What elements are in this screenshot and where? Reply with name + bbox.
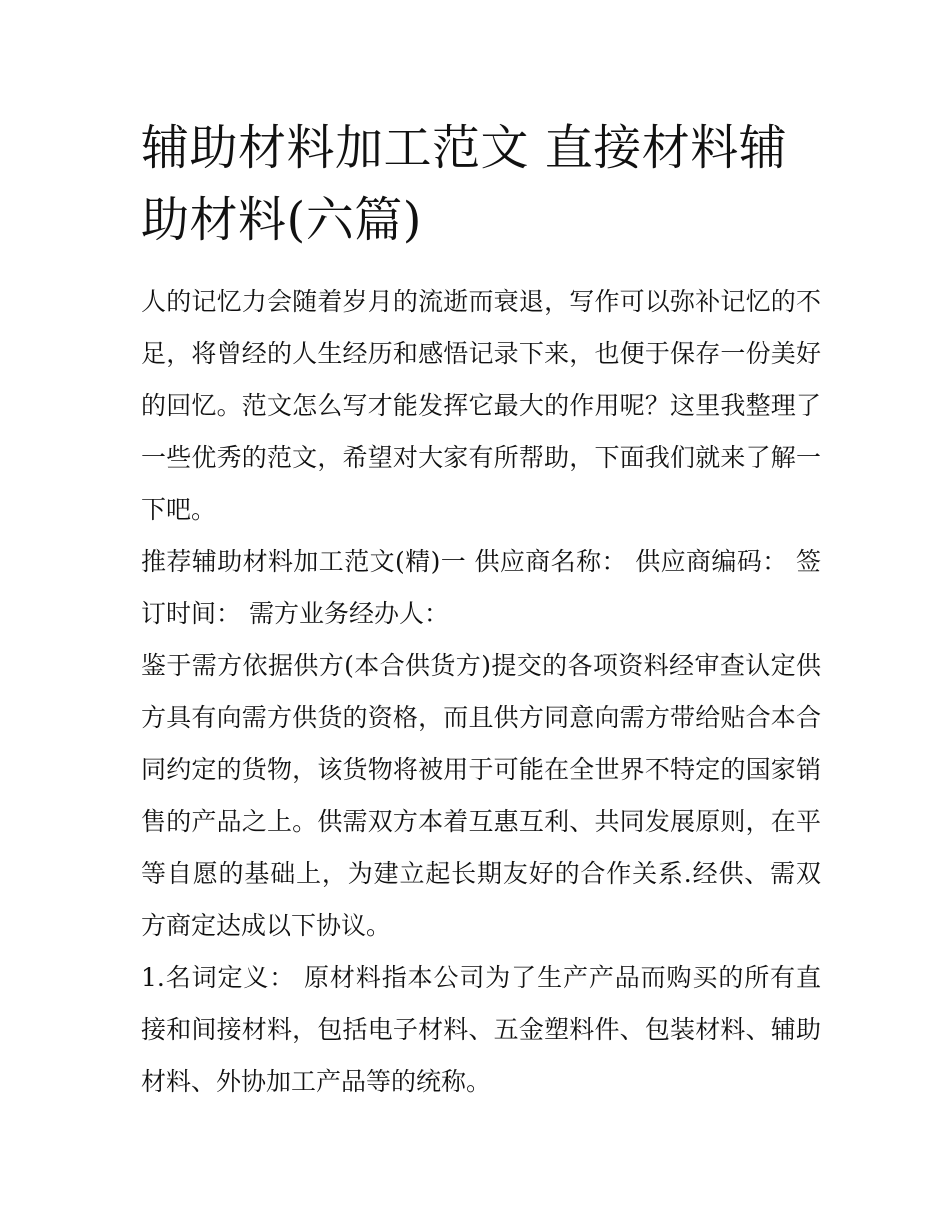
supplier-info-paragraph: 推荐辅助材料加工范文(精)一 供应商名称： 供应商编码： 签订时间： 需方业务经办人： [141, 547, 821, 628]
document-page [141, 112, 821, 1108]
intro-paragraph: 人的记忆力会随着岁月的流逝而衰退，写作可以弥补记忆的不足，将曾经的人生经历和感悟记录下来，也便于保存一份美好的回忆。范文怎么写才能发挥它最大的作用呢？这里我整理了一些优秀的范文，希望对大家有所帮助，下面我们就来了解一下吧。 [141, 287, 821, 524]
definition-paragraph: 1.名词定义： 原材料指本公司为了生产产品而购买的所有直接和间接材料，包括电子材料、五金塑料件、包装材料、辅助材料、外协加工产品等的统称。 [141, 963, 821, 1096]
agreement-preamble-paragraph: 鉴于需方依据供方(本合供货方)提交的各项资料经审查认定供方具有向需方供货的资格，而且供方同意向需方带给贴合本合同约定的货物，该货物将被用于可能在全世界不特定的国家销售的产品之上。供需双方本着互惠互利、共同发展原则，在平等自愿的基础上，为建立起长期友好的合作关系.经供、需双方商定达成以下协议。 [141, 651, 821, 940]
document-title: 辅助材料加工范文 直接材料辅助材料(六篇) [141, 120, 788, 248]
